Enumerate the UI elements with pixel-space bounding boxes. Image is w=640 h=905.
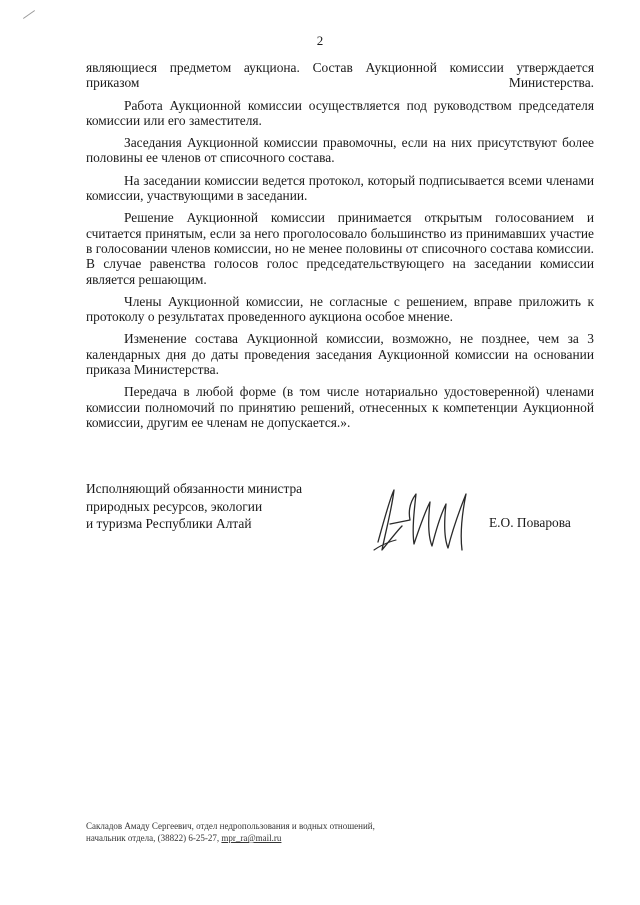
- paragraph: Заседания Аукционной комиссии правомочны, если на них присутствуют более половины ее членов от списочного состава.: [86, 135, 594, 166]
- page-number: 2: [316, 33, 324, 48]
- signer-position-line: Исполняющий обязанности министра: [86, 481, 303, 496]
- signer-name: Е.О. Поварова: [489, 515, 571, 530]
- paragraph: Работа Аукционной комиссии осуществляется под руководством председателя комиссии или его заместителя.: [86, 97, 594, 128]
- paragraph: являющиеся предметом аукциона. Состав Аукционной комиссии утверждается приказом Министерства.: [86, 60, 594, 91]
- paragraph: Передача в любой форме (в том числе нотариально удостоверенной) членами комиссии полномочий по принятию решений, отнесенных к компетенции Аукционной комиссии, другим ее членам не допускается.».: [86, 384, 594, 430]
- scan-mark: [23, 10, 35, 19]
- paragraph: Члены Аукционной комиссии, не согласные с решением, вправе приложить к протоколу о результатах проведенного аукциона особое мнение.: [86, 293, 594, 325]
- paragraph: Решение Аукционной комиссии принимается открытым голосованием и считается принятым, если за него проголосовало большинство из принимавших участие в голосовании членов комиссии, но не менее половины от списочного состава комиссии. В случае равенства голосов голос председательствующего на заседании комиссии является решающим.: [86, 210, 594, 287]
- paragraph: Изменение состава Аукционной комиссии, возможно, не позднее, чем за 3 календарных дня до даты проведения заседания Аукционной комиссии на основании приказа Министерства.: [86, 331, 594, 378]
- executor-footer: [86, 820, 375, 844]
- executor-contact: [86, 832, 375, 844]
- document-body: [86, 60, 594, 437]
- signer-position: [86, 480, 302, 533]
- handwritten-signature: [370, 480, 480, 560]
- paragraph: На заседании комиссии ведется протокол, который подписывается всеми членами комиссии, участвующими в заседании.: [86, 172, 594, 204]
- signer-position-line: природных ресурсов, экологии: [86, 498, 263, 514]
- executor-phone: начальник отдела, (38822) 6-25-27,: [86, 833, 222, 843]
- signer-position-line: и туризма Республики Алтай: [86, 516, 252, 531]
- executor-line: Сакладов Амаду Сергеевич, отдел недропользования и водных отношений,: [86, 821, 375, 831]
- email-link[interactable]: mpr_ra@mail.ru: [221, 833, 282, 843]
- signature-block: [86, 480, 606, 570]
